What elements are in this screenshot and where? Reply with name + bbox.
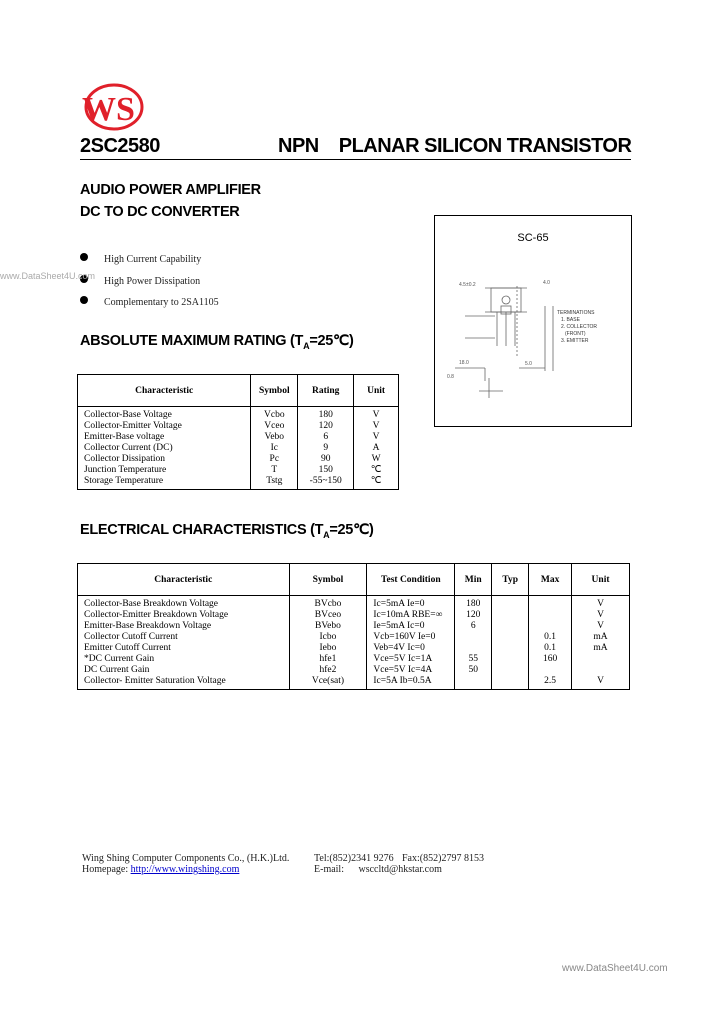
svg-text:4.0: 4.0: [543, 280, 550, 286]
table-cell: [492, 610, 529, 621]
table-cell: [492, 596, 529, 611]
col-max: Max: [529, 564, 572, 596]
table-cell: V: [597, 676, 604, 686]
table-cell: 180: [455, 596, 492, 611]
table-cell: ℃: [370, 465, 382, 475]
homepage-link[interactable]: http://www.wingshing.com: [130, 864, 240, 875]
application-2: DC TO DC CONVERTER: [80, 204, 240, 220]
table-cell: Emitter-Base voltage: [78, 432, 251, 443]
col-min: Min: [455, 564, 492, 596]
header-rule: [80, 159, 631, 160]
table-cell: BVcbo: [289, 596, 367, 611]
table-cell: -55~150: [298, 476, 354, 490]
col-characteristic: Characteristic: [78, 375, 251, 407]
bullet-icon: [80, 296, 88, 304]
terminal-heading: TERMINATIONS: [557, 310, 595, 316]
table-cell: [572, 654, 630, 665]
table-cell: A: [372, 443, 380, 453]
table-cell: Collector-Base Voltage: [78, 407, 251, 422]
abs-max-heading-temp: =25℃): [309, 333, 354, 349]
table-row: [78, 643, 630, 654]
table-cell: ℃: [370, 476, 382, 486]
table-row: [78, 407, 399, 422]
table-cell: [529, 665, 572, 676]
table-row: [78, 632, 630, 643]
svg-text:WS: WS: [82, 91, 135, 128]
homepage-label: Homepage:: [82, 864, 129, 875]
table-cell: Tstg: [251, 476, 298, 490]
part-number: 2SC2580: [80, 135, 160, 157]
table-cell: [455, 632, 492, 643]
table-cell: [572, 665, 630, 676]
table-cell: Iebo: [289, 643, 367, 654]
table-row: [78, 465, 399, 476]
table-cell: Junction Temperature: [78, 465, 251, 476]
elec-heading-temp: =25℃): [329, 522, 374, 538]
table-cell: Ic=5A Ib=0.5A: [367, 676, 455, 690]
table-row: [78, 596, 630, 611]
abs-max-heading-sub: A: [303, 340, 310, 351]
table-cell: [492, 632, 529, 643]
application-1: AUDIO POWER AMPLIFIER: [80, 182, 261, 198]
abs-max-heading: [80, 333, 354, 351]
terminal-front: (FRONT): [565, 331, 586, 337]
footer-company: Wing Shing Computer Components Co., (H.K.)Ltd.: [82, 853, 290, 864]
table-cell: 2.5: [529, 676, 572, 690]
abs-max-rows: [78, 407, 399, 490]
table-cell: Pc: [251, 454, 298, 465]
table-cell: Vcbo: [251, 407, 298, 422]
feature-3: Complementary to 2SA1105: [104, 297, 219, 308]
elec-rows: [78, 596, 630, 690]
package-outline-drawing: [445, 276, 621, 406]
table-cell: BVceo: [289, 610, 367, 621]
table-row: [78, 443, 399, 454]
col-rating: Rating: [298, 375, 354, 407]
table-cell: Vcb=160V Ie=0: [367, 632, 455, 643]
elec-table: [77, 563, 630, 690]
col-symbol: Symbol: [289, 564, 367, 596]
table-cell: 9: [298, 443, 354, 454]
col-unit: Unit: [354, 375, 399, 407]
footer-homepage: [82, 864, 239, 875]
email-label: E-mail:: [314, 864, 344, 875]
table-cell: Ie=5mA Ic=0: [367, 621, 455, 632]
table-cell: Veb=4V Ic=0: [367, 643, 455, 654]
table-cell: Vce(sat): [289, 676, 367, 690]
table-cell: 90: [298, 454, 354, 465]
svg-text:18.0: 18.0: [459, 360, 469, 366]
table-cell: Storage Temperature: [78, 476, 251, 490]
col-unit: Unit: [572, 564, 630, 596]
svg-text:0.8: 0.8: [447, 374, 454, 380]
feature-1: High Current Capability: [104, 254, 202, 265]
table-cell: Collector-Emitter Voltage: [78, 421, 251, 432]
watermark-left: www.DataSheet4U.com: [0, 271, 96, 281]
table-cell: Collector Current (DC): [78, 443, 251, 454]
table-cell: Emitter-Base Breakdown Voltage: [78, 621, 290, 632]
table-row: [78, 454, 399, 465]
table-row: [78, 432, 399, 443]
table-cell: 50: [455, 665, 492, 676]
table-cell: W: [371, 454, 381, 464]
table-cell: Collector- Emitter Saturation Voltage: [78, 676, 290, 690]
table-cell: 6: [455, 621, 492, 632]
svg-text:5.0: 5.0: [525, 361, 532, 367]
table-cell: 150: [298, 465, 354, 476]
device-type: NPN: [278, 135, 319, 157]
table-cell: Collector-Base Breakdown Voltage: [78, 596, 290, 611]
table-cell: Vce=5V Ic=1A: [367, 654, 455, 665]
footer-fax: Fax:(852)2797 8153: [402, 853, 484, 864]
svg-text:4.5±0.2: 4.5±0.2: [459, 282, 476, 288]
table-row: [78, 476, 399, 490]
table-cell: [529, 610, 572, 621]
table-cell: V: [597, 610, 604, 620]
table-cell: Vceo: [251, 421, 298, 432]
device-description: PLANAR SILICON TRANSISTOR: [338, 135, 632, 157]
table-cell: Emitter Cutoff Current: [78, 643, 290, 654]
table-row: [78, 676, 630, 690]
table-cell: Collector Cutoff Current: [78, 632, 290, 643]
table-cell: 120: [298, 421, 354, 432]
email-address: wsccltd@hkstar.com: [358, 864, 442, 875]
table-cell: Icbo: [289, 632, 367, 643]
table-row: [78, 621, 630, 632]
table-cell: Vebo: [251, 432, 298, 443]
table-cell: Collector-Emitter Breakdown Voltage: [78, 610, 290, 621]
table-row: [78, 654, 630, 665]
table-cell: [492, 665, 529, 676]
table-cell: 0.1: [529, 632, 572, 643]
package-name: SC-65: [517, 232, 549, 244]
table-cell: [529, 596, 572, 611]
table-row: [78, 610, 630, 621]
footer-email: [314, 864, 442, 875]
table-cell: V: [597, 599, 604, 609]
table-cell: 6: [298, 432, 354, 443]
table-row: [78, 665, 630, 676]
device-title: [278, 135, 631, 158]
elec-heading-text: ELECTRICAL CHARACTERISTICS (T: [80, 522, 324, 538]
table-cell: [455, 643, 492, 654]
ws-logo: [78, 82, 144, 132]
bullet-icon: [80, 253, 88, 261]
table-cell: 180: [298, 407, 354, 422]
table-cell: [492, 621, 529, 632]
col-symbol: Symbol: [251, 375, 298, 407]
table-cell: 160: [529, 654, 572, 665]
col-typ: Typ: [492, 564, 529, 596]
col-test-condition: Test Condition: [367, 564, 455, 596]
feature-2: High Power Dissipation: [104, 276, 201, 287]
table-cell: Collector Dissipation: [78, 454, 251, 465]
table-cell: mA: [593, 643, 608, 653]
table-cell: hfe1: [289, 654, 367, 665]
table-cell: Ic=10mA RBE=∞: [367, 610, 455, 621]
table-cell: V: [372, 421, 380, 431]
table-cell: 0.1: [529, 643, 572, 654]
elec-heading-sub: A: [323, 529, 330, 540]
table-cell: [529, 621, 572, 632]
table-cell: mA: [593, 632, 608, 642]
table-cell: *DC Current Gain: [78, 654, 290, 665]
table-cell: BVebo: [289, 621, 367, 632]
table-cell: DC Current Gain: [78, 665, 290, 676]
abs-max-heading-text: ABSOLUTE MAXIMUM RATING (T: [80, 333, 304, 349]
watermark-bottom: www.DataSheet4U.com: [562, 963, 668, 974]
terminal-3: 3. EMITTER: [561, 338, 589, 344]
table-cell: [492, 676, 529, 690]
terminal-1: 1. BASE: [561, 317, 580, 323]
table-cell: [492, 643, 529, 654]
table-cell: T: [251, 465, 298, 476]
abs-max-table: [77, 374, 399, 490]
elec-heading: [80, 522, 374, 540]
table-cell: Ic=5mA Ie=0: [367, 596, 455, 611]
package-box: [434, 215, 632, 427]
table-cell: V: [597, 621, 604, 631]
table-row: [78, 421, 399, 432]
col-characteristic: Characteristic: [78, 564, 290, 596]
footer-tel: Tel:(852)2341 9276: [314, 853, 394, 864]
table-cell: V: [372, 410, 380, 420]
table-cell: Vce=5V Ic=4A: [367, 665, 455, 676]
table-cell: Ic: [251, 443, 298, 454]
table-cell: [492, 654, 529, 665]
table-cell: V: [372, 432, 380, 442]
table-cell: [455, 676, 492, 690]
table-cell: hfe2: [289, 665, 367, 676]
table-cell: 120: [455, 610, 492, 621]
table-cell: 55: [455, 654, 492, 665]
terminal-2: 2. COLLECTOR: [561, 324, 598, 330]
